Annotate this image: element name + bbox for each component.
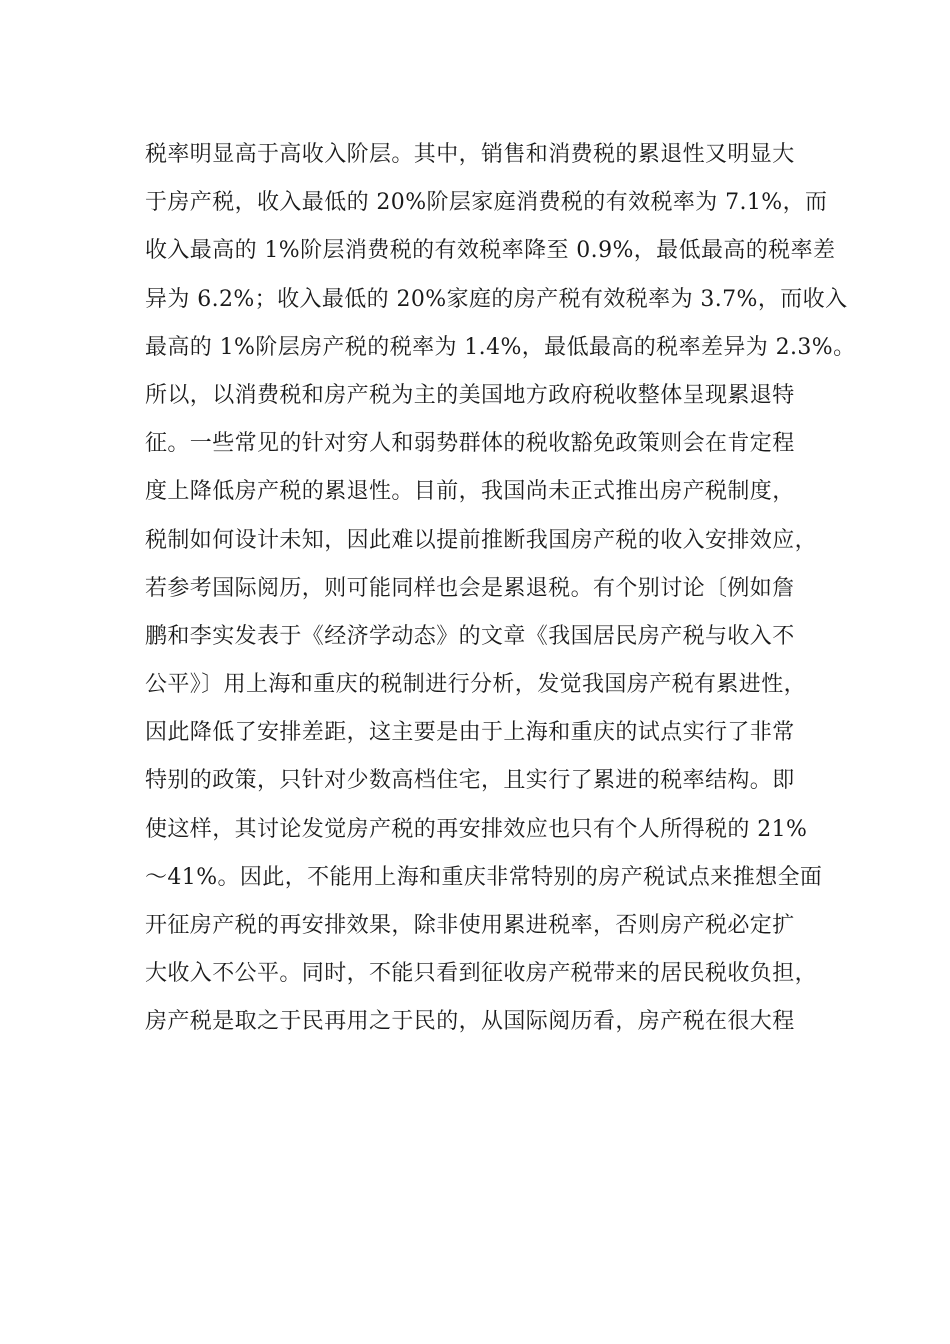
- text-line: 税制如何设计未知，因此难以提前推断我国房产税的收入安排效应，: [145, 527, 818, 553]
- text-line: 异为 6.2%；收入最低的 20%家庭的房产税有效税率为 3.7%，而收入: [145, 286, 848, 312]
- text-line: 所以，以消费税和房产税为主的美国地方政府税收整体呈现累退特: [145, 382, 795, 408]
- text-line: 使这样，其讨论发觉房产税的再安排效应也只有个人所得税的 21%: [145, 816, 808, 842]
- text-line: 因此降低了安排差距，这主要是由于上海和重庆的试点实行了非常: [145, 720, 795, 746]
- text-line: 最高的 1%阶层房产税的税率为 1.4%，最低最高的税率差异为 2.3%。: [145, 334, 856, 360]
- text-line: 收入最高的 1%阶层消费税的有效税率降至 0.9%，最低最高的税率差: [145, 238, 836, 264]
- text-line: 开征房产税的再安排效果，除非使用累进税率，否则房产税必定扩: [145, 913, 795, 938]
- body-paragraph: [145, 131, 856, 1047]
- text-line: 税率明显高于高收入阶层。其中，销售和消费税的累退性又明显大: [145, 142, 795, 167]
- text-line: 征。一些常见的针对穷人和弱势群体的税收豁免政策则会在肯定程: [145, 431, 795, 457]
- text-line: 度上降低房产税的累退性。目前，我国尚未正式推出房产税制度，: [145, 479, 795, 505]
- text-line: ～41%。因此，不能用上海和重庆非常特别的房产税试点来推想全面: [145, 864, 823, 890]
- text-line: 若参考国际阅历，则可能同样也会是累退税。有个别讨论〔例如詹: [145, 575, 795, 601]
- text-line: 大收入不公平。同时，不能只看到征收房产税带来的居民税收负担，: [145, 961, 818, 987]
- text-line: 公平》〕用上海和重庆的税制进行分析，发觉我国房产税有累进性，: [145, 672, 807, 698]
- text-line: 房产税是取之于民再用之于民的，从国际阅历看，房产税在很大程: [145, 1009, 795, 1035]
- text-line: 于房产税，收入最低的 20%阶层家庭消费税的有效税率为 7.1%，而: [145, 190, 828, 216]
- text-line: 特别的政策，只针对少数高档住宅，且实行了累进的税率结构。即: [145, 768, 795, 794]
- text-line: 鹏和李实发表于《经济学动态》的文章《我国居民房产税与收入不: [145, 623, 795, 649]
